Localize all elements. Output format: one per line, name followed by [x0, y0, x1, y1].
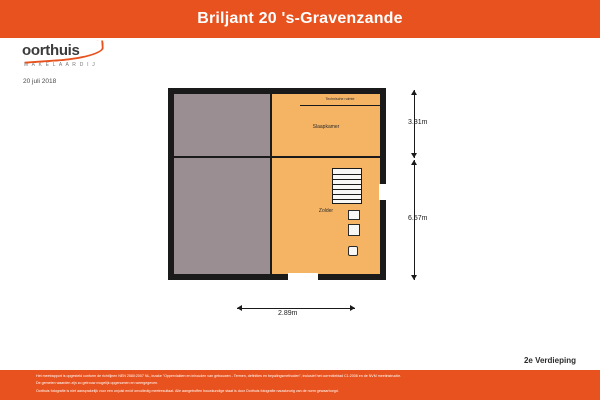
footer-line-3: Oorthuis fotografie is niet aansprakelijk voor een onjuist en/of onvolledig meetresultaat. Alle aangetroffen bouwkundige staat is door Oorthuis fotografie nauwkeurig van de norm gewaarborgd. [36, 388, 339, 393]
fixture-box-lower [348, 224, 360, 236]
page-title: Briljant 20 's-Gravenzande [197, 10, 403, 27]
stairs-icon [332, 168, 362, 204]
door-opening-bottom [288, 273, 318, 280]
footer-line-2: De gemeten waarden zijn zo getrouw mogelijk opgenomen en weergegeven. [36, 381, 159, 386]
dimension-arrow-down-2 [411, 275, 417, 280]
footer-bar [0, 370, 600, 400]
room-upper-left-shape [174, 94, 272, 156]
logo-tagline: M A K E L A A R D I J [24, 62, 96, 68]
floor-caption: 2e Verdieping [523, 356, 576, 365]
logo-wordmark [22, 42, 80, 59]
dimension-label-3-31: 3.31m [408, 119, 428, 126]
logo-block [22, 42, 152, 85]
room-zolder-shape [272, 158, 380, 274]
room-slaapkamer-label: Slaapkamer [312, 124, 340, 130]
dimension-arrow-right [350, 305, 355, 311]
logo-text: oorthuis [22, 42, 80, 59]
dimension-arrow-left [237, 305, 242, 311]
floorplan-drawing [168, 88, 386, 280]
header-bar [0, 0, 600, 38]
room-technische-ruimte-label: Technische ruimte [325, 97, 355, 101]
dimension-label-6-57: 6.57m [408, 215, 428, 222]
dimension-arrow-down-1 [411, 153, 417, 158]
room-technische-ruimte-shape [300, 94, 380, 106]
interior-wall-vertical-lower [270, 158, 272, 274]
footer-disclaimer [36, 374, 466, 396]
dimension-arrow-up-1 [411, 90, 417, 95]
interior-wall-vertical-upper [270, 94, 272, 156]
room-lower-left-shape [174, 158, 272, 274]
room-zolder-label: Zolder [318, 208, 334, 214]
fixture-box-upper [348, 210, 360, 220]
fixture-box-bottom [348, 246, 358, 256]
interior-wall-horizontal [174, 156, 380, 158]
dimension-arrow-up-2 [411, 160, 417, 165]
door-opening-right [379, 184, 386, 200]
dimension-line-2-89 [237, 308, 355, 309]
report-date: 20 juli 2018 [23, 78, 57, 85]
dimension-label-2-89: 2.89m [278, 310, 298, 317]
footer-line-1: Het meetrapport is opgesteld conform de richtlijnen NEN 2580:2007 NL, inzake "Oppervlakten en inhouden van gebouwen - Termen, definities en bepalingsmethoden", inclusief het correctieblad C1:2008 en de NVM meetinstructie. [36, 374, 402, 378]
